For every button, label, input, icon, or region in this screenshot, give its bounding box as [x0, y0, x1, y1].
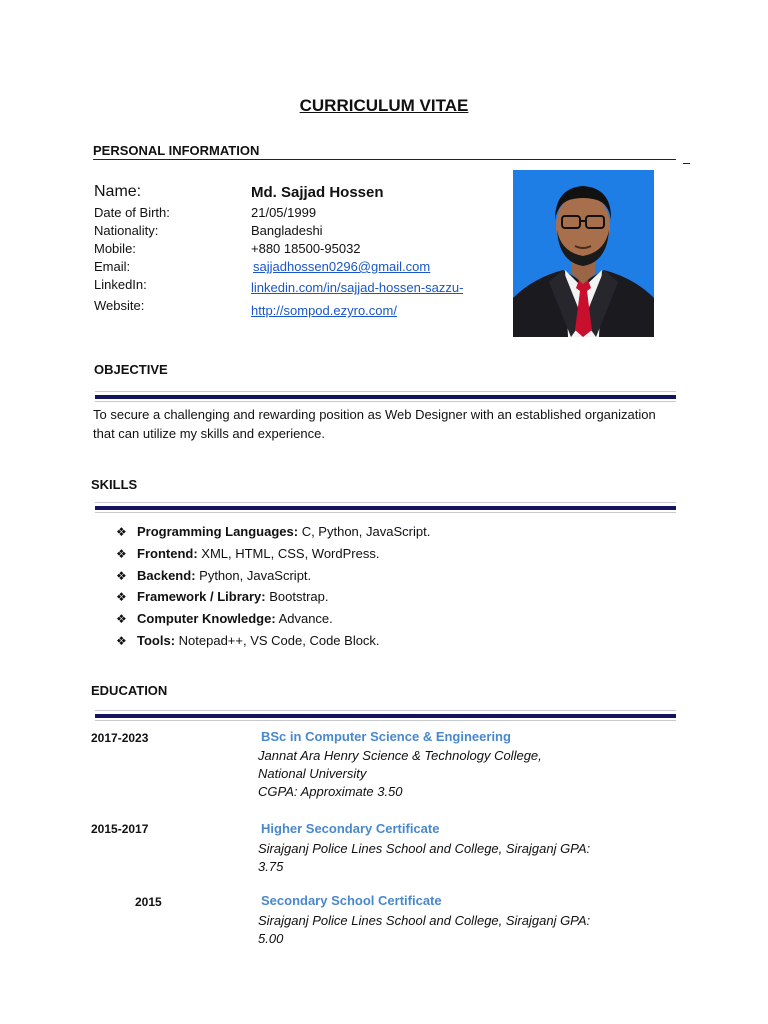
- diamond-bullet-icon: ❖: [116, 612, 127, 626]
- education-result: 3.75: [258, 859, 284, 874]
- skills-heading: SKILLS: [91, 477, 138, 492]
- skill-item: [116, 522, 430, 542]
- page-title: CURRICULUM VITAE: [299, 96, 469, 115]
- education-result: CGPA: Approximate 3.50: [258, 784, 403, 799]
- personal-info-rule: [93, 159, 676, 160]
- skill-label: Backend:: [137, 568, 196, 583]
- objective-line-2: that can utilize my skills and experience.: [93, 426, 325, 441]
- dob-value: 21/05/1999: [251, 205, 317, 220]
- objective-line-1: To secure a challenging and rewarding position as Web Designer with an established organization: [93, 407, 656, 422]
- rule-dash: [683, 163, 690, 164]
- education-detail: [258, 840, 618, 876]
- skill-item: [116, 544, 379, 564]
- objective-text: [93, 405, 693, 443]
- skill-value: C, Python, JavaScript.: [298, 524, 431, 539]
- skill-value: Notepad++, VS Code, Code Block.: [175, 633, 380, 648]
- skill-item: [116, 587, 328, 607]
- education-degree: BSc in Computer Science & Engineering: [261, 729, 511, 744]
- diamond-bullet-icon: ❖: [116, 569, 127, 583]
- education-detail: [258, 912, 618, 948]
- education-result: 5.00: [258, 931, 284, 946]
- education-divider: [95, 710, 676, 721]
- skill-item: [116, 631, 380, 651]
- skill-item: [116, 566, 311, 586]
- education-institution: Sirajganj Police Lines School and College, Sirajganj GPA:: [258, 913, 591, 928]
- education-institution: Jannat Ara Henry Science & Technology College,: [258, 748, 542, 763]
- objective-heading: OBJECTIVE: [94, 362, 168, 377]
- website-link[interactable]: http://sompod.ezyro.com/: [251, 303, 397, 318]
- skill-label: Framework / Library:: [137, 589, 266, 604]
- education-heading: EDUCATION: [91, 683, 168, 698]
- mobile-value: +880 18500-95032: [251, 241, 361, 256]
- skill-label: Computer Knowledge:: [137, 611, 276, 626]
- diamond-bullet-icon: ❖: [116, 525, 127, 539]
- dob-label: Date of Birth:: [94, 205, 170, 220]
- skill-value: Python, JavaScript.: [195, 568, 312, 583]
- skill-value: Advance.: [275, 611, 333, 626]
- nationality-value: Bangladeshi: [251, 223, 323, 238]
- education-institution: Sirajganj Police Lines School and College, Sirajganj GPA:: [258, 841, 591, 856]
- education-years: 2015: [135, 895, 162, 909]
- skills-divider: [95, 502, 676, 513]
- skill-value: Bootstrap.: [265, 589, 329, 604]
- portrait-illustration: [513, 170, 654, 337]
- skill-label: Frontend:: [137, 546, 198, 561]
- profile-photo: [513, 170, 654, 337]
- diamond-bullet-icon: ❖: [116, 634, 127, 648]
- email-label: Email:: [94, 259, 131, 274]
- education-degree: Secondary School Certificate: [261, 893, 442, 908]
- diamond-bullet-icon: ❖: [116, 590, 127, 604]
- website-label: Website:: [94, 298, 145, 313]
- skill-value: XML, HTML, CSS, WordPress.: [197, 546, 380, 561]
- education-years: 2015-2017: [91, 822, 149, 836]
- nationality-label: Nationality:: [94, 223, 159, 238]
- linkedin-label: LinkedIn:: [94, 277, 147, 292]
- education-years: 2017-2023: [91, 731, 149, 745]
- objective-divider: [95, 391, 676, 402]
- diamond-bullet-icon: ❖: [116, 547, 127, 561]
- name-label: Name:: [94, 183, 142, 200]
- education-detail: [258, 747, 618, 801]
- mobile-label: Mobile:: [94, 241, 136, 256]
- education-university: National University: [258, 766, 367, 781]
- linkedin-link[interactable]: linkedin.com/in/sajjad-hossen-sazzu-: [251, 280, 464, 295]
- skill-label: Programming Languages:: [137, 524, 299, 539]
- skill-label: Tools:: [137, 633, 176, 648]
- email-link[interactable]: sajjadhossen0296@gmail.com: [253, 259, 431, 274]
- personal-info-heading: PERSONAL INFORMATION: [93, 143, 260, 158]
- skill-item: [116, 609, 333, 629]
- education-degree: Higher Secondary Certificate: [261, 821, 440, 836]
- name-value: Md. Sajjad Hossen: [251, 184, 384, 201]
